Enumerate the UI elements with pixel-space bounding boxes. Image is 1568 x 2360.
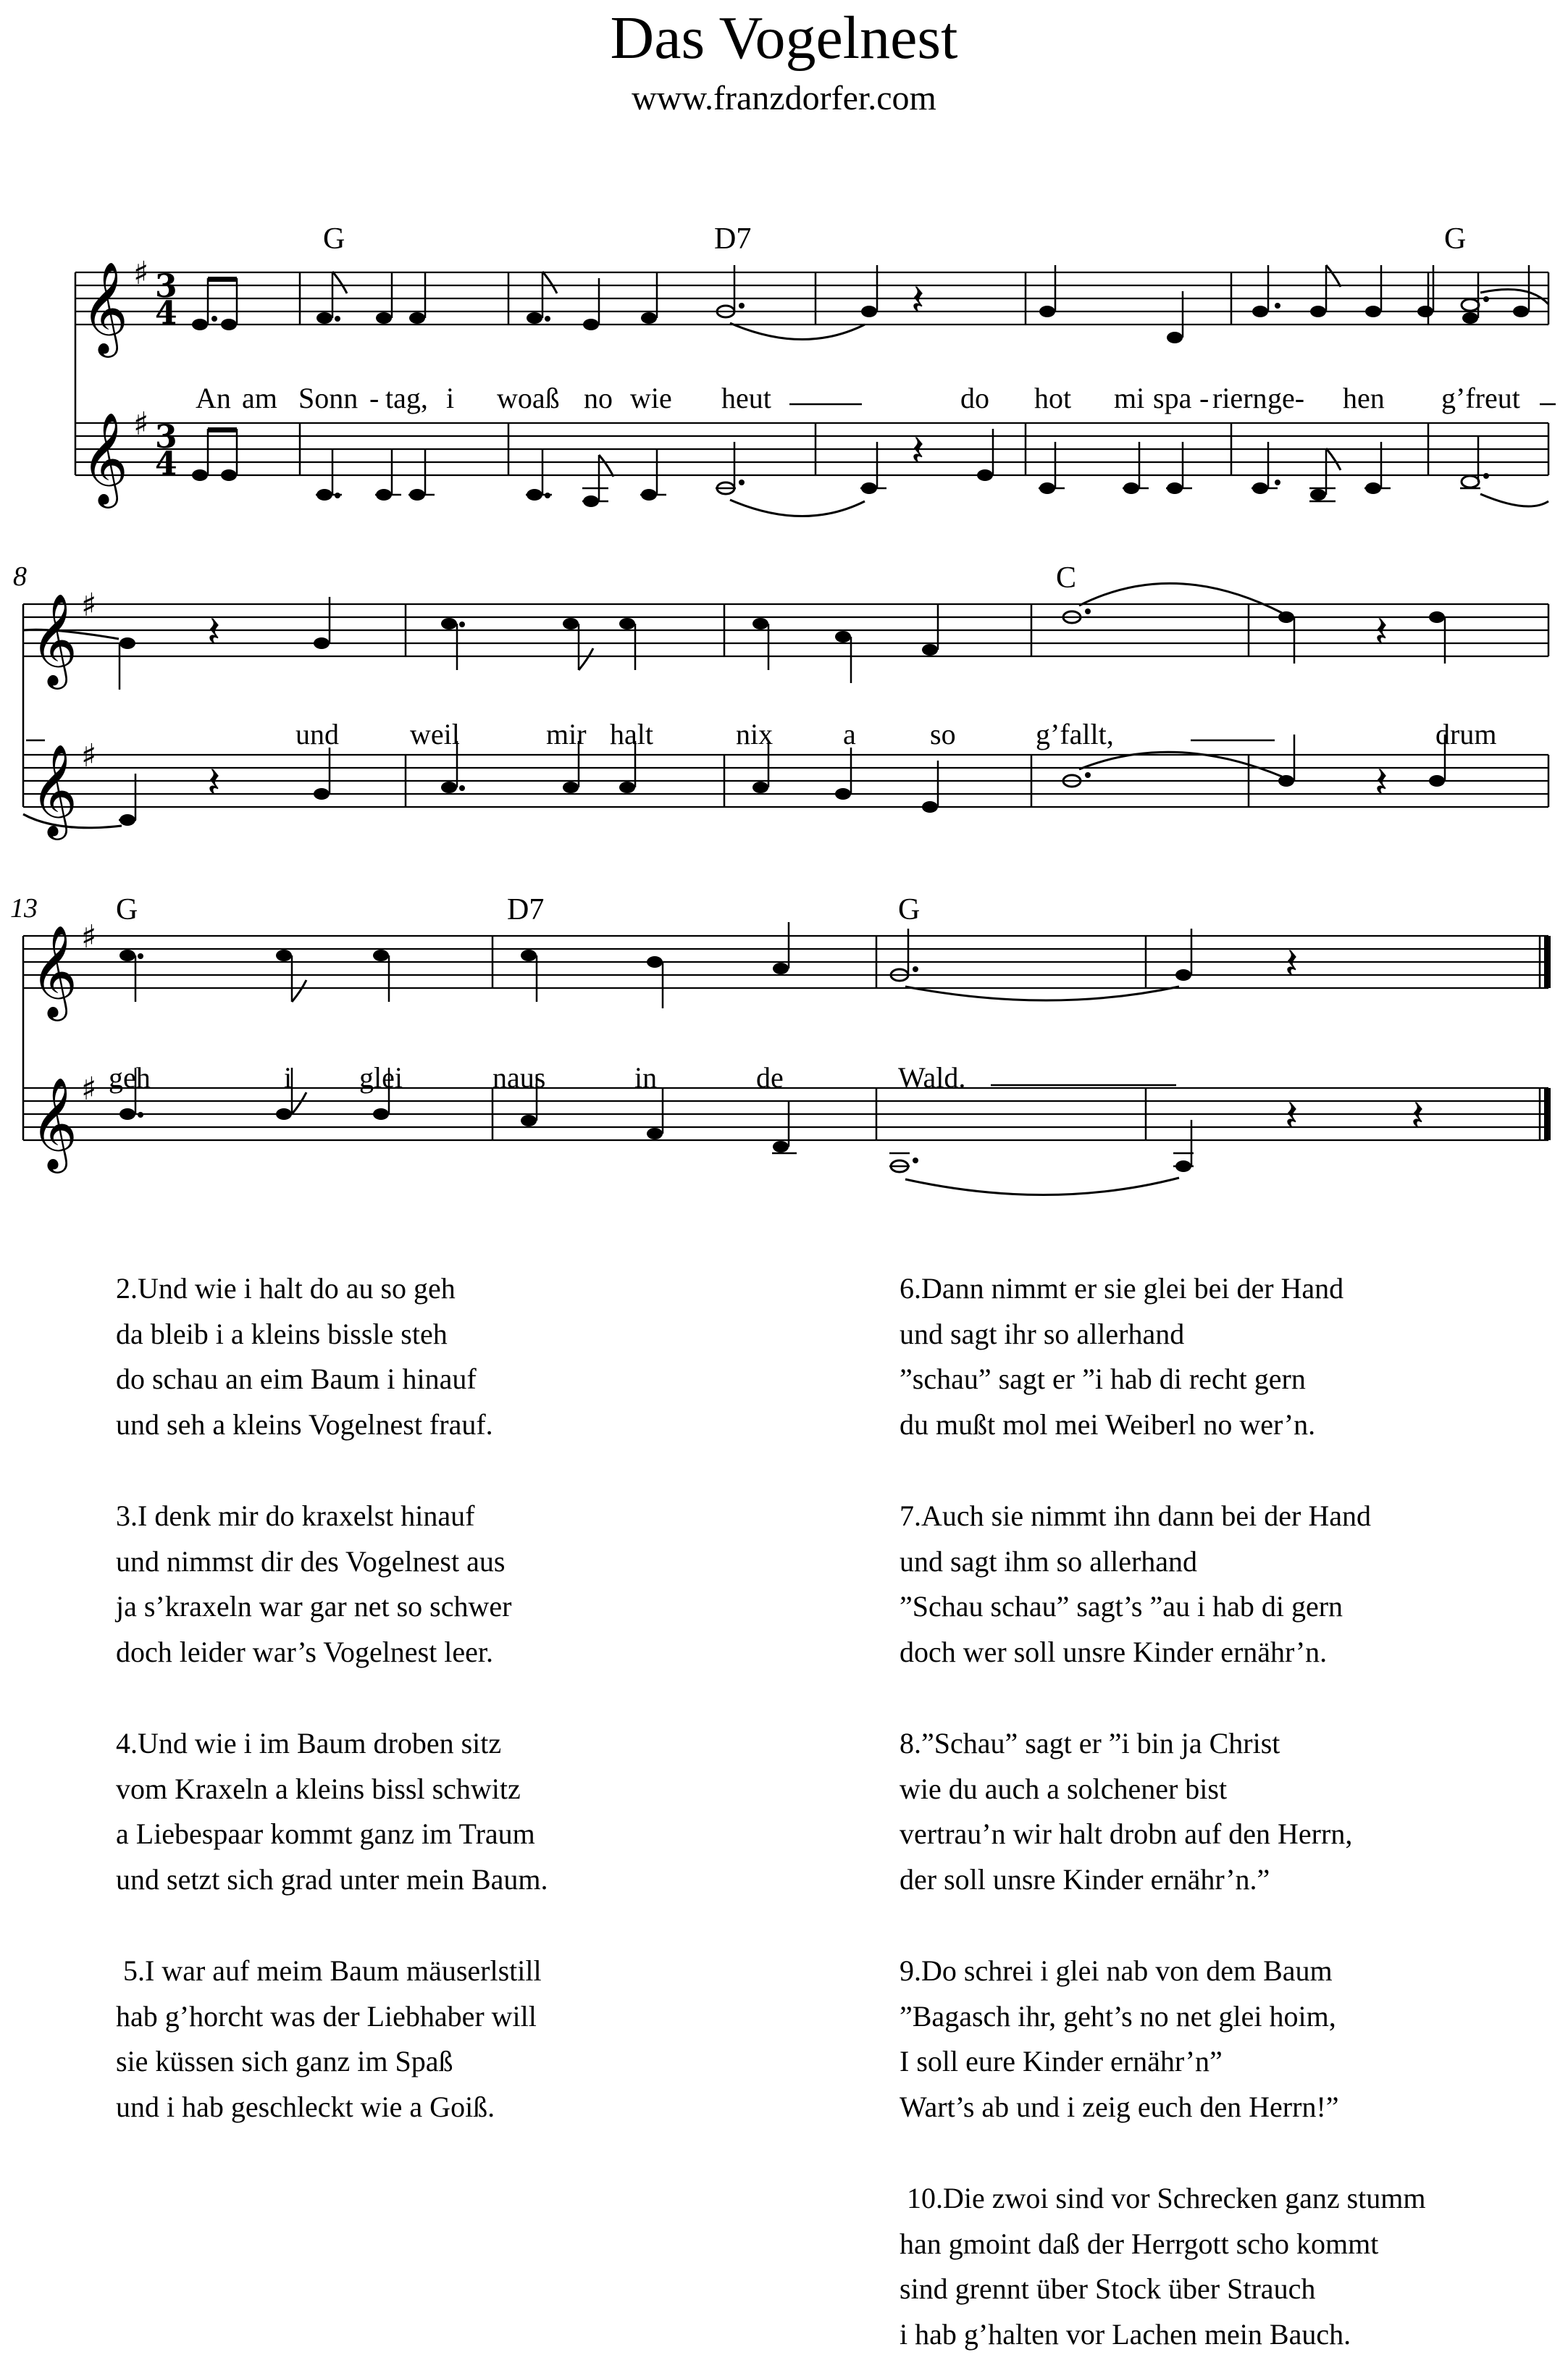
chord-symbol: C: [1056, 561, 1077, 595]
svg-text:3: 3: [155, 268, 177, 305]
lyric-syllable: An: [196, 382, 231, 414]
svg-text:♯: ♯: [81, 919, 97, 955]
half-notes: [717, 299, 1479, 317]
verse-line: und setzt sich grad unter mein Baum.: [116, 1862, 548, 1896]
lyric-syllable: hen: [1343, 382, 1385, 414]
verse-line: 2.Und wie i halt do au so geh: [116, 1272, 456, 1305]
lyric-syllable: ge-: [1267, 382, 1305, 414]
lyric-syllable: -: [1199, 382, 1209, 414]
lyric-syllable: g’freut: [1441, 382, 1520, 414]
final-barline: [1544, 936, 1551, 1140]
svg-text:𝄞: 𝄞: [81, 261, 129, 353]
lyric-syllable: in: [634, 1061, 658, 1094]
verse-6: [900, 1266, 1343, 1447]
lyric-syllable: no: [584, 382, 613, 414]
lyric-syllable: tag,: [385, 382, 428, 414]
verse-line: da bleib i a kleins bissle steh: [116, 1317, 448, 1350]
song-title: Das Vogelnest: [610, 4, 958, 72]
verse-line: 6.Dann nimmt er sie glei bei der Hand: [900, 1272, 1344, 1305]
svg-text:𝄞: 𝄞: [30, 743, 78, 836]
lyric-extenders: [26, 404, 1556, 1085]
verse-line: der soll unsre Kinder ernähr’n.”: [900, 1862, 1270, 1896]
lyric-syllable: i: [284, 1061, 293, 1094]
verse-line: hab g’horcht was der Liebhaber will: [116, 1999, 537, 2033]
chord-symbol: D7: [714, 222, 752, 256]
verse-line: 5.I war auf meim Baum mäuserlstill: [116, 1954, 542, 1987]
chord-symbol: D7: [507, 893, 545, 926]
svg-text:𝄞: 𝄞: [30, 924, 78, 1017]
lyric-syllable: geh: [109, 1061, 151, 1094]
lyric-syllable: halt: [610, 718, 653, 750]
verse-line: sie küssen sich ganz im Spaß: [116, 2045, 453, 2077]
svg-text:𝄽: 𝄽: [1375, 758, 1388, 808]
lyric-syllable: do: [960, 382, 989, 414]
verse-3: [116, 1494, 511, 1675]
lyric-syllable: mir: [546, 718, 587, 750]
svg-text:𝄞: 𝄞: [81, 411, 129, 504]
lyric-syllable: weil: [410, 718, 460, 750]
verse-line: a Liebespaar kommt ganz im Traum: [116, 1817, 535, 1850]
lyric-syllable: nix: [736, 718, 773, 750]
verse-line: Wart’s ab und i zeig euch den Herrn!”: [900, 2090, 1339, 2123]
lyric-syllable: i: [446, 382, 455, 414]
verse-line: und sagt ihm so allerhand: [900, 1544, 1198, 1578]
svg-text:♯: ♯: [81, 587, 97, 624]
time-signature: [155, 268, 177, 482]
svg-text:3: 3: [155, 419, 177, 456]
chord-symbol: G: [323, 222, 345, 256]
lyric-syllable: mi: [1114, 382, 1145, 414]
svg-text:𝄽: 𝄽: [1285, 939, 1299, 989]
svg-text:𝄽: 𝄽: [207, 607, 221, 658]
lyric-syllable: de: [756, 1061, 784, 1094]
lyric-syllable: -: [369, 382, 380, 414]
verse-line: doch leider war’s Vogelnest leer.: [116, 1635, 493, 1668]
lyric-syllable: drum: [1435, 718, 1497, 750]
svg-text:𝄽: 𝄽: [911, 275, 925, 326]
beams: [208, 277, 237, 282]
svg-text:♯: ♯: [81, 737, 97, 774]
lyric-syllable: heut: [721, 382, 771, 414]
verse-9: [900, 1949, 1339, 2130]
lyric-syllable: spa: [1153, 382, 1192, 414]
verse-line: I soll eure Kinder ernähr’n”: [900, 2045, 1223, 2077]
verse-8: [900, 1721, 1352, 1902]
svg-text:𝄽: 𝄽: [1411, 1091, 1425, 1142]
stems: [208, 265, 1529, 338]
lyric-syllable: so: [930, 718, 956, 750]
verse-line: 10.Die zwoi sind vor Schrecken ganz stumm: [900, 2182, 1426, 2214]
verse-line: 8.”Schau” sagt er ”i bin ja Christ: [900, 1727, 1280, 1759]
verse-line: wie du auch a solchener bist: [900, 1772, 1228, 1805]
lyric-syllable: am: [242, 382, 277, 414]
lyric-syllable: riern: [1212, 382, 1267, 414]
verse-line: vertrau’n wir halt drobn auf den Herrn,: [900, 1817, 1353, 1850]
svg-text:𝄽: 𝄽: [1285, 1091, 1299, 1142]
verse-line: vom Kraxeln a kleins bissl schwitz: [116, 1772, 521, 1805]
website-url[interactable]: www.franzdorfer.com: [632, 79, 936, 117]
verse-2: [116, 1266, 493, 1447]
verse-line: 7.Auch sie nimmt ihn dann bei der Hand: [900, 1499, 1371, 1532]
svg-text:𝄞: 𝄞: [30, 593, 78, 685]
chord-symbol: G: [898, 893, 921, 926]
svg-text:𝄽: 𝄽: [207, 758, 221, 808]
lyric-syllable: g’fallt,: [1036, 718, 1114, 750]
verse-10: [900, 2176, 1426, 2357]
sharp-icon: [81, 255, 148, 1108]
verse-line: doch wer soll unsre Kinder ernähr’n.: [900, 1635, 1328, 1668]
svg-text:4: 4: [155, 295, 177, 332]
verse-line: ”schau” sagt er ”i hab di recht gern: [900, 1363, 1306, 1395]
lyric-syllable: Sonn: [298, 382, 359, 414]
svg-text:♯: ♯: [81, 1071, 97, 1108]
lyric-syllable: naus: [492, 1061, 546, 1094]
lyric-syllable: glei: [359, 1061, 403, 1094]
verse-line: ja s’kraxeln war gar net so schwer: [116, 1590, 512, 1623]
svg-text:4: 4: [155, 445, 177, 482]
svg-text:𝄞: 𝄞: [30, 1076, 78, 1169]
verse-line: 3.I denk mir do kraxelst hinauf: [116, 1499, 475, 1532]
verse-7: [900, 1494, 1371, 1675]
measure-number: 13: [10, 893, 38, 924]
treble-clef-icon: [30, 261, 128, 1173]
lyric-syllable: und: [295, 718, 339, 750]
verse-line: sind grennt über Stock über Strauch: [900, 2272, 1316, 2305]
verse-line: und nimmst dir des Vogelnest aus: [116, 1544, 506, 1578]
lyric-syllable: wie: [630, 382, 672, 414]
verse-line: 9.Do schrei i glei nab von dem Baum: [900, 1954, 1333, 1987]
verse-line: do schau an eim Baum i hinauf: [116, 1363, 477, 1395]
verse-line: i hab g’halten vor Lachen mein Bauch.: [900, 2317, 1351, 2351]
measure-number: 8: [13, 561, 27, 592]
verse-5: [116, 1949, 542, 2130]
chord-symbol: G: [116, 893, 138, 926]
verse-line: und sagt ihr so allerhand: [900, 1317, 1185, 1350]
svg-text:♯: ♯: [133, 406, 149, 443]
verse-line: 4.Und wie i im Baum droben sitz: [116, 1727, 502, 1759]
verse-line: ”Schau schau” sagt’s ”au i hab di gern: [900, 1590, 1343, 1623]
verse-line: du mußt mol mei Weiberl no wer’n.: [900, 1407, 1316, 1441]
verse-line: und i hab geschleckt wie a Goiß.: [116, 2090, 495, 2123]
svg-text:𝄽: 𝄽: [911, 426, 925, 477]
ties: [23, 290, 1548, 1195]
verse-4: [116, 1721, 548, 1902]
verse-line: han gmoint daß der Herrgott scho kommt: [900, 2227, 1379, 2260]
lyric-syllable: a: [843, 718, 856, 750]
svg-text:𝄽: 𝄽: [1375, 607, 1388, 658]
verse-line: und seh a kleins Vogelnest frauf.: [116, 1407, 493, 1441]
verse-line: ”Bagasch ihr, geht’s no net glei hoim,: [900, 1999, 1336, 2033]
lyric-syllable: hot: [1034, 382, 1072, 414]
lyric-syllable: Wald.: [898, 1061, 966, 1094]
svg-text:♯: ♯: [133, 255, 149, 292]
lyric-syllable: woaß: [497, 382, 560, 414]
chord-symbol: G: [1444, 222, 1467, 256]
